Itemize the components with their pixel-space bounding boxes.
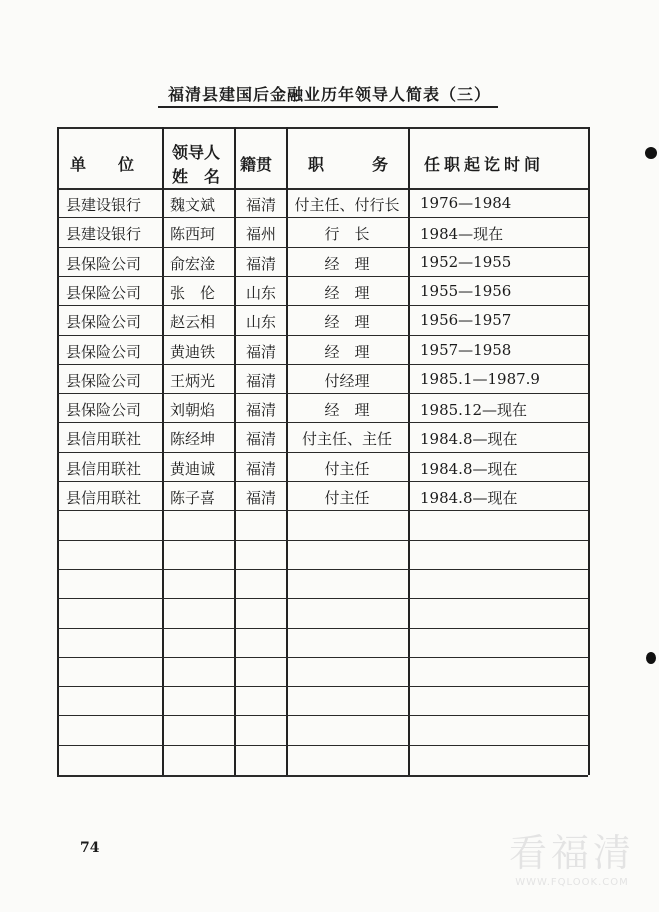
table-rule (57, 598, 588, 599)
cell-name: 俞宏淦 (170, 255, 216, 273)
table-rule (57, 127, 588, 129)
cell-name: 黄迪诚 (170, 460, 216, 478)
column-rule (162, 127, 164, 775)
table-rule (57, 452, 588, 453)
header-origin: 籍贯 (240, 155, 273, 174)
cell-unit: 县保险公司 (66, 343, 142, 361)
column-rule (57, 127, 59, 775)
cell-position: 经 理 (324, 401, 370, 419)
table-rule (57, 745, 588, 746)
cell-position: 付经理 (324, 372, 370, 390)
column-rule (234, 127, 236, 775)
cell-unit: 县建设银行 (66, 196, 142, 214)
ink-spot (646, 652, 656, 664)
table-rule (57, 715, 588, 716)
cell-position: 经 理 (324, 284, 370, 302)
cell-origin: 福清 (245, 460, 276, 478)
cell-unit: 县保险公司 (66, 313, 142, 331)
watermark (509, 822, 635, 888)
header-leader-line1: 领导人 (172, 143, 221, 162)
table-rule (57, 510, 588, 511)
cell-origin: 福州 (245, 225, 276, 243)
cell-term: 1956—1957 (420, 311, 512, 329)
cell-name: 黄迪铁 (170, 343, 216, 361)
cell-term: 1984.8—现在 (420, 489, 518, 507)
cell-unit: 县信用联社 (66, 489, 142, 507)
cell-origin: 福清 (245, 401, 276, 419)
cell-unit: 县保险公司 (66, 284, 142, 302)
watermark-text: 看福清 (508, 831, 635, 875)
table-rule (57, 305, 588, 306)
cell-name: 刘朝焰 (170, 401, 216, 419)
table-rule (57, 422, 588, 423)
header-unit: 单 位 (70, 155, 135, 174)
cell-origin: 福清 (245, 372, 276, 390)
cell-term: 1984—现在 (420, 225, 504, 243)
cell-origin: 福清 (245, 196, 276, 214)
cell-position: 经 理 (324, 343, 370, 361)
cell-position: 付主任 (324, 460, 370, 478)
table-rule (57, 657, 588, 658)
cell-origin: 福清 (245, 255, 276, 273)
table-rule (57, 247, 588, 248)
cell-unit: 县建设银行 (66, 225, 142, 243)
cell-term: 1976—1984 (420, 194, 512, 212)
cell-name: 王炳光 (170, 372, 216, 390)
table-rule (57, 481, 588, 482)
column-rule (408, 127, 410, 775)
table-rule (57, 188, 588, 190)
table-rule (57, 335, 588, 336)
cell-unit: 县保险公司 (66, 401, 142, 419)
cell-position: 付主任 (324, 489, 370, 507)
column-rule (588, 127, 590, 775)
cell-term: 1984.8—现在 (420, 460, 518, 478)
cell-origin: 福清 (245, 430, 276, 448)
cell-name: 陈西珂 (170, 225, 216, 243)
table-rule (57, 775, 588, 777)
header-leader-line2: 姓 名 (172, 167, 221, 186)
cell-unit: 县保险公司 (66, 372, 142, 390)
cell-position: 行 长 (324, 225, 370, 243)
table-rule (57, 276, 588, 277)
cell-unit: 县保险公司 (66, 255, 142, 273)
cell-name: 赵云相 (170, 313, 216, 331)
ink-spot (645, 147, 657, 159)
table-rule (57, 569, 588, 570)
cell-position: 经 理 (324, 255, 370, 273)
cell-unit: 县信用联社 (66, 460, 142, 478)
table-rule (57, 393, 588, 394)
table-rule (57, 217, 588, 218)
cell-position: 经 理 (324, 313, 370, 331)
cell-name: 张 伦 (170, 284, 216, 302)
cell-term: 1985.1—1987.9 (420, 370, 540, 388)
cell-position: 付主任、付行长 (294, 196, 400, 214)
page-title: 福清县建国后金融业历年领导人简表（三） (167, 85, 491, 104)
table-rule (57, 540, 588, 541)
cell-term: 1984.8—现在 (420, 430, 518, 448)
table-rule (57, 628, 588, 629)
cell-name: 陈子喜 (170, 489, 216, 507)
cell-name: 魏文斌 (170, 196, 216, 214)
table-rule (57, 686, 588, 687)
header-position: 职 务 (308, 155, 389, 174)
cell-origin: 福清 (245, 489, 276, 507)
cell-term: 1957—1958 (420, 341, 512, 359)
header-term: 任职起讫时间 (424, 155, 545, 174)
cell-unit: 县信用联社 (66, 430, 142, 448)
cell-origin: 山东 (245, 313, 276, 331)
cell-term: 1955—1956 (420, 282, 512, 300)
cell-term: 1985.12—现在 (420, 401, 528, 419)
cell-term: 1952—1955 (420, 253, 512, 271)
cell-origin: 福清 (245, 343, 276, 361)
cell-position: 付主任、主任 (301, 430, 392, 448)
table-rule (57, 364, 588, 365)
cell-origin: 山东 (245, 284, 276, 302)
watermark-url: WWW.FQLOOK.COM (515, 877, 629, 888)
page-number: 74 (80, 840, 100, 856)
cell-name: 陈经坤 (170, 430, 216, 448)
